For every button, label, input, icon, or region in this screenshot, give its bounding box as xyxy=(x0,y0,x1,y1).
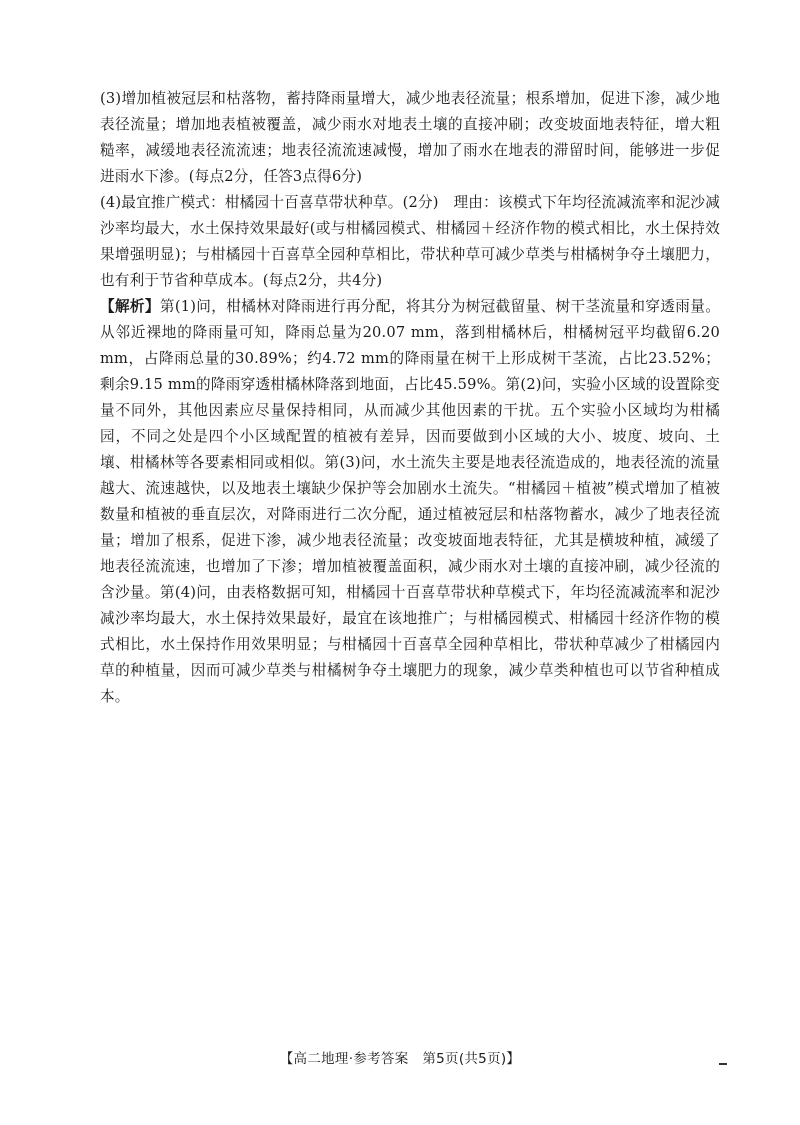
analysis-section xyxy=(100,294,720,710)
answer-part-3: (3)增加植被冠层和枯落物，蓄持降雨量增大，减少地表径流量；根系增加，促进下渗，减少地表径流量；增加地表植被覆盖，减少雨水对地表土壤的直接冲刷；改变坡面地表特征，增大粗糙率，减缓地表径流流速；地表径流流速减慢，增加了雨水在地表的滞留时间，能够进一步促进雨水下渗。(每点2分，任答3点得6分) xyxy=(100,90,720,185)
page-footer: 【高二地理·参考答案 第5页(共5页)】 xyxy=(279,1051,521,1067)
answer-part-4: (4)最宜推广模式：柑橘园十百喜草带状种草。(2分) 理由：该模式下年均径流减流率和泥沙减沙率均最大，水土保持效果最好(或与柑橘园模式、柑橘园＋经济作物的模式相比，水土保持效果增强明显)；与柑橘园十百喜草全园种草相比，带状种草可减少草类与柑橘树争夺土壤肥力，也有利于节省种草成本。(每点2分，共4分) xyxy=(100,194,720,289)
analysis-label: 【解析】 xyxy=(100,298,160,315)
answer-document xyxy=(100,86,720,710)
analysis-text: 第(1)问，柑橘林对降雨进行再分配，将其分为树冠截留量、树干茎流量和穿透雨量。从邻近裸地的降雨量可知，降雨总量为20.07 mm，落到柑橘林后，柑橘树冠平均截留6.20 mm，占降雨总量的30.89%；约4.72 mm的降雨量在树干上形成树干茎流，占比23.52%；剩余9.15 mm的降雨穿透柑橘林降落到地面，占比45.59%。第(2)问，实验小区域的设置除变量不同外，其他因素应尽量保持相同，从而减少其他因素的干扰。五个实验小区域均为柑橘园，不同之处是四个小区域配置的植被有差异，因而要做到小区域的大小、坡度、坡向、土壤、柑橘林等各要素相同或相似。第(3)问，水土流失主要是地表径流造成的，地表径流的流量越大、流速越快，以及地表土壤缺少保护等会加剧水土流失。“柑橘园＋植被”模式增加了植被数量和植被的垂直层次，对降雨进行二次分配，通过植被冠层和枯落物蓄水，减少了地表径流量；增加了根系，促进下渗，减少地表径流量；改变坡面地表特征，尤其是横坡种植，减缓了地表径流流速，也增加了下渗；增加植被覆盖面积，减少雨水对土壤的直接冲刷，减少径流的含沙量。第(4)问，由表格数据可知，柑橘园十百喜草带状种草模式下，年均径流减流率和泥沙减沙率均最大，水土保持效果最好，最宜在该地推广；与柑橘园模式、柑橘园十经济作物的模式相比，水土保持作用效果明显；与柑橘园十百喜草全园种草相比，带状种草减少了柑橘园内草的种植量，因而可减少草类与柑橘树争夺土壤肥力的现象，减少草类种植也可以节省种植成本。 xyxy=(100,298,720,705)
corner-mark xyxy=(719,1063,727,1065)
